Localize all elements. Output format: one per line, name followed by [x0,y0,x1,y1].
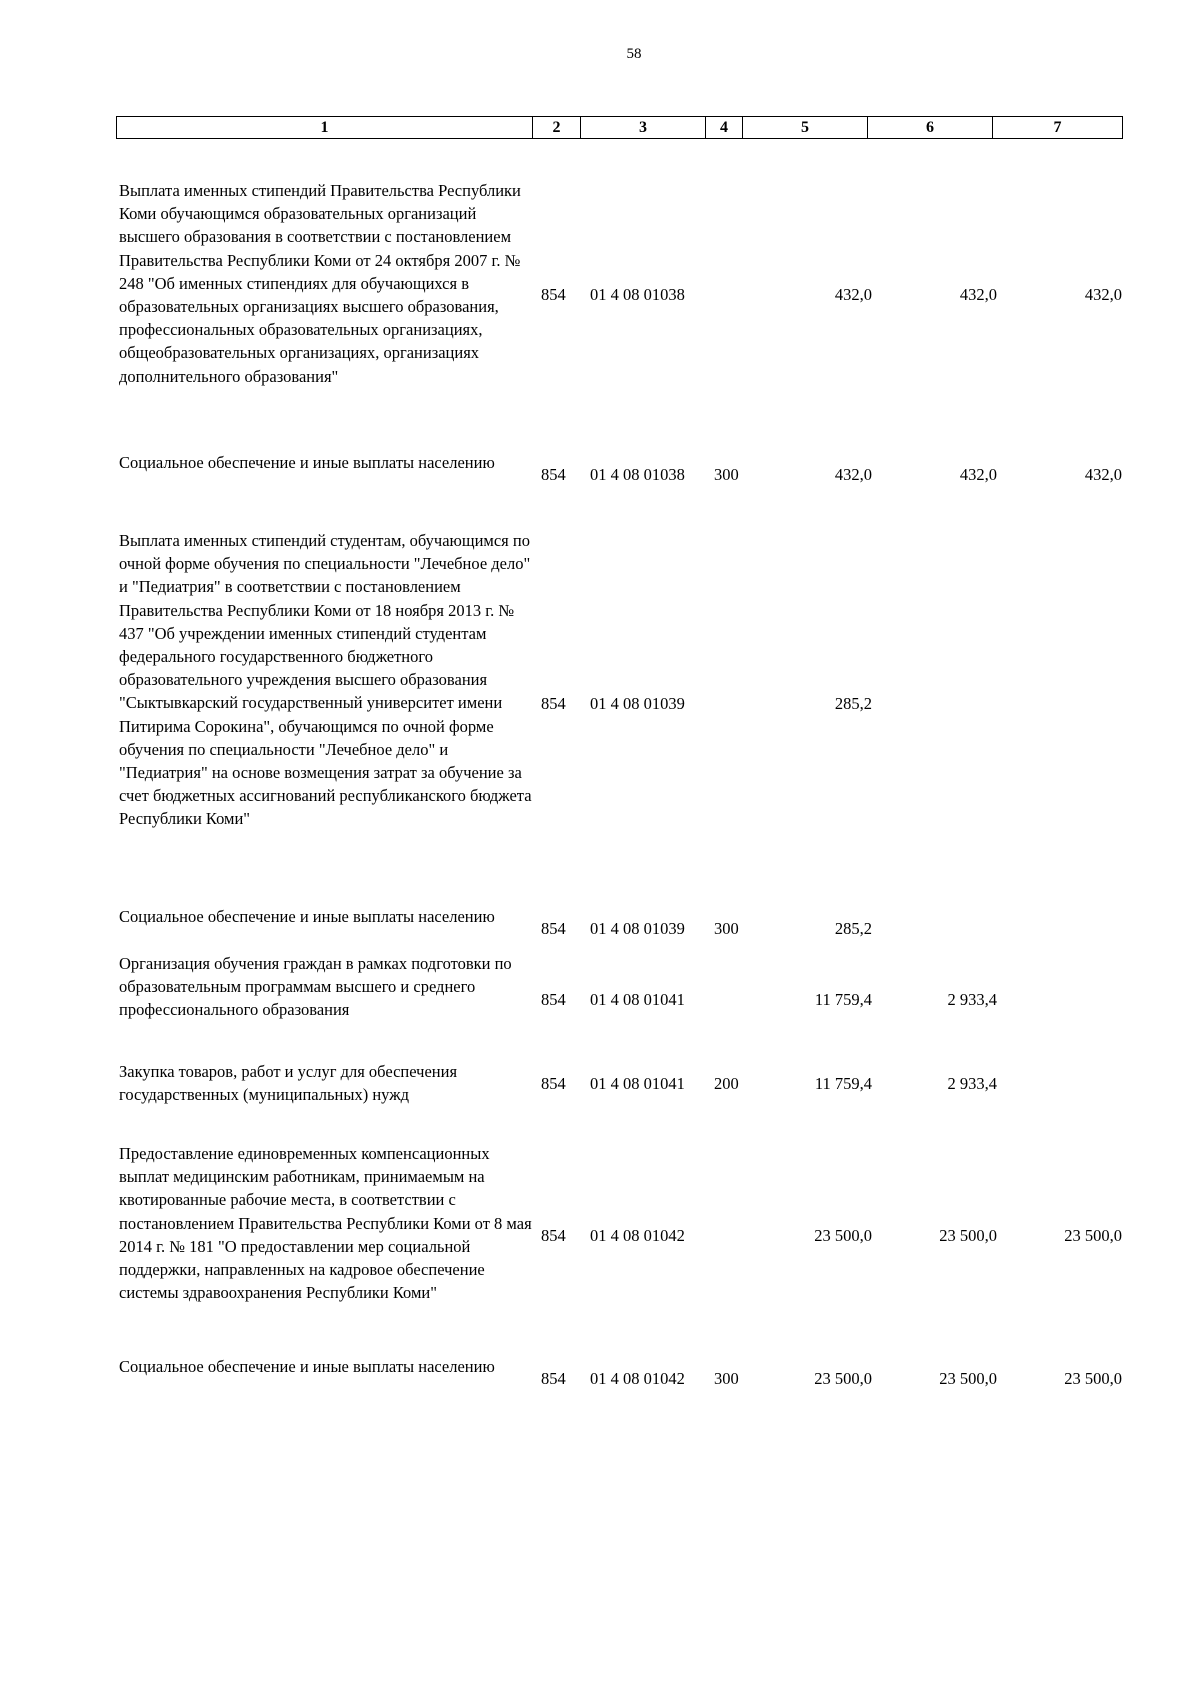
row-ministry-code: 854 [541,1074,566,1093]
row-amount-5: 432,0 [834,285,872,304]
header-col-4: 4 [706,117,743,139]
row-amount-6: 2 933,4 [947,990,997,1009]
row-amount-6: 432,0 [959,465,997,484]
header-col-6: 6 [868,117,993,139]
row-amount-5: 23 500,0 [814,1226,872,1245]
row-amount-6: 2 933,4 [947,1074,997,1093]
row-amount-7: 432,0 [1084,285,1122,304]
row-ministry-code: 854 [541,1369,566,1388]
row-amount-7: 23 500,0 [1064,1226,1122,1245]
row-target-code: 01 4 08 01038 [590,285,685,304]
row-amount-5: 11 759,4 [814,990,872,1009]
row-ministry-code: 854 [541,919,566,938]
header-col-2: 2 [533,117,581,139]
header-col-3: 3 [581,117,706,139]
row-expense-type: 300 [714,1369,739,1388]
row-amount-7: 432,0 [1084,465,1122,484]
row-target-code: 01 4 08 01038 [590,465,685,484]
row-expense-type: 300 [714,465,739,484]
row-description: Социальное обеспечение и иные выплаты населению [119,1357,495,1376]
row-amount-5: 432,0 [834,465,872,484]
row-expense-type: 300 [714,919,739,938]
row-description: Выплата именных стипендий Правительства Республики Коми обучающимся образовательных организаций высшего образования в соответствии с постановлением Правительства Республики Коми от 24 октября 2007 г. № 248 "Об именных стипендиях для обучающихся в образовательных организациях высшего образования, профессиональных образовательных организациях, общеобразовательных организациях, организациях дополнительного образования" [119,181,521,386]
row-amount-5: 285,2 [834,919,872,938]
row-target-code: 01 4 08 01042 [590,1226,685,1245]
row-description: Закупка товаров, работ и услуг для обеспечения государственных (муниципальных) нужд [119,1062,458,1105]
row-amount-6: 432,0 [959,285,997,304]
row-description: Выплата именных стипендий студентам, обучающимся по очной форме обучения по специальности "Лечебное дело" и "Педиатрия" в соответствии с постановлением Правительства Республики Коми от 18 ноября 2013 г. № 437 "Об учреждении именных стипендий студентам федерального государственного бюджетного образовательного учреждения высшего образования "Сыктывкарский государственный университет имени Питирима Сорокина", обучающимся по очной форме обучения по специальности "Лечебное дело" и "Педиатрия" на основе возмещения затрат за обучение за счет бюджетных ассигнований республиканского бюджета Республики Коми" [119,531,532,829]
row-description: Социальное обеспечение и иные выплаты населению [119,453,495,472]
row-target-code: 01 4 08 01039 [590,694,685,713]
row-target-code: 01 4 08 01039 [590,919,685,938]
row-amount-6: 23 500,0 [939,1226,997,1245]
row-target-code: 01 4 08 01042 [590,1369,685,1388]
row-description: Организация обучения граждан в рамках подготовки по образовательным программам высшего и среднего профессионального образования [119,954,512,1020]
row-amount-5: 11 759,4 [814,1074,872,1093]
row-amount-5: 285,2 [834,694,872,713]
row-amount-6: 23 500,0 [939,1369,997,1388]
row-ministry-code: 854 [541,285,566,304]
row-expense-type: 200 [714,1074,739,1093]
header-col-1: 1 [117,117,533,139]
column-header-row [116,116,1123,139]
row-description: Предоставление единовременных компенсационных выплат медицинским работникам, принимаемым на квотированные рабочие места, в соответствии с постановлением Правительства Республики Коми от 8 мая 2014 г. № 181 "О предоставлении мер социальной поддержки, направленных на кадровое обеспечение системы здравоохранения Республики Коми" [119,1144,532,1303]
header-col-5: 5 [743,117,868,139]
row-target-code: 01 4 08 01041 [590,1074,685,1093]
row-ministry-code: 854 [541,990,566,1009]
header-col-7: 7 [993,117,1123,139]
row-description: Социальное обеспечение и иные выплаты населению [119,907,495,926]
row-target-code: 01 4 08 01041 [590,990,685,1009]
row-amount-5: 23 500,0 [814,1369,872,1388]
page-number: 58 [626,46,642,62]
row-amount-7: 23 500,0 [1064,1369,1122,1388]
row-ministry-code: 854 [541,694,566,713]
row-ministry-code: 854 [541,465,566,484]
row-ministry-code: 854 [541,1226,566,1245]
